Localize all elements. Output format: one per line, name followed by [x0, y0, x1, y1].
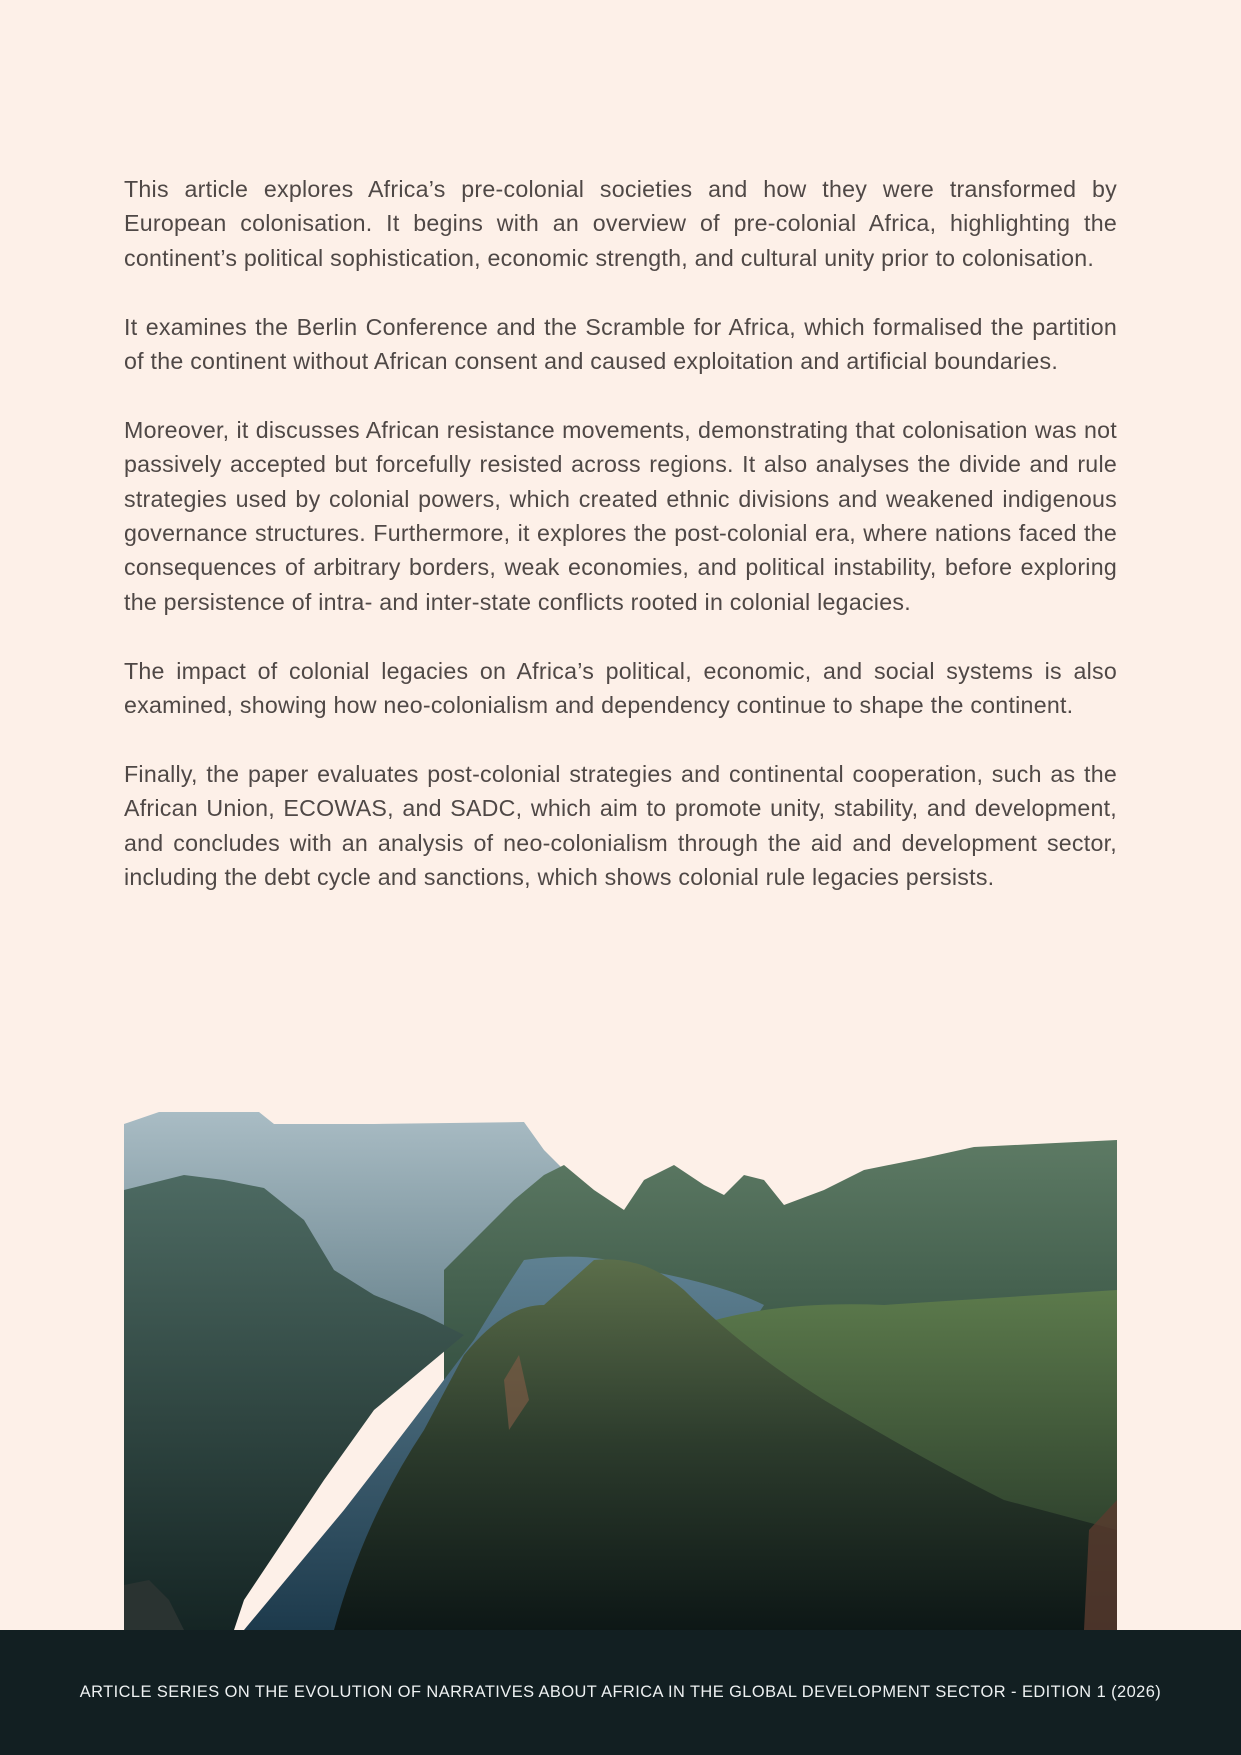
series-footer [0, 1630, 1241, 1755]
mountain-river-illustration [124, 1100, 1117, 1630]
paragraph-colonial-legacies: The impact of colonial legacies on Africa’s political, economic, and social systems is also examined, showing how neo-colonialism and dependency continue to shape the continent. [124, 657, 1117, 719]
article-body [124, 172, 1117, 929]
footer-series-title: ARTICLE SERIES ON THE EVOLUTION OF NARRATIVES ABOUT AFRICA IN THE GLOBAL DEVELOPMENT SECTOR - EDITION 1 (2026) [79, 1683, 1162, 1701]
canyon-landscape-image [124, 1100, 1117, 1630]
paragraph-conclusion: Finally, the paper evaluates post-colonial strategies and continental cooperation, such as the African Union, ECOWAS, and SADC, which aim to promote unity, stability, and development, and concludes with an analysis of neo-colonialism through the aid and development sector, including the debt cycle and sanctions, which shows colonial rule legacies persists. [124, 760, 1117, 891]
paragraph-resistance: Moreover, it discusses African resistance movements, demonstrating that colonisation was not passively accepted but forcefully resisted across regions. It also analyses the divide and rule strategies used by colonial powers, which created ethnic divisions and weakened indigenous governance structures. Furthermore, it explores the post-colonial era, where nations faced the consequences of arbitrary borders, weak economies, and political instability, before exploring the persistence of intra- and inter-state conflicts rooted in colonial legacies. [124, 416, 1117, 615]
paragraph-berlin-conference: It examines the Berlin Conference and the Scramble for Africa, which formalised the partition of the continent without African consent and caused exploitation and artificial boundaries. [124, 313, 1117, 375]
paragraph-intro: This article explores Africa’s pre-colonial societies and how they were transformed by European colonisation. It begins with an overview of pre-colonial Africa, highlighting the continent’s political sophistication, economic strength, and cultural unity prior to colonisation. [124, 176, 1117, 271]
